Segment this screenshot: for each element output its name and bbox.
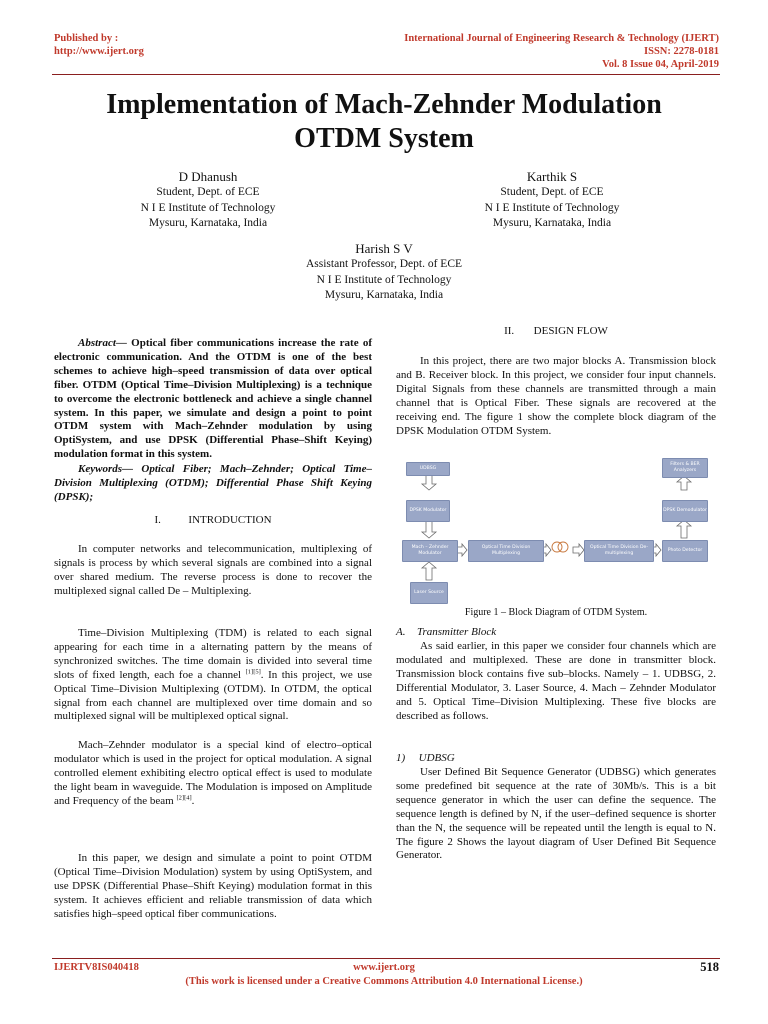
author-2	[432, 168, 672, 232]
author-institute: N I E Institute of Technology	[316, 273, 452, 286]
arrow-up-icon	[677, 476, 691, 490]
intro-paragraph-1	[54, 543, 372, 599]
footer-url[interactable]: www.ijert.org	[353, 962, 415, 973]
paragraph-text: As said earlier, in this paper we consider four channels which are modulated and multiplexed. These are done in transmitter block. Transmission block contains five sub–blocks. Namely – 1. UDBSG, 2. Differential Modulator, 3. Laser Source, 4. Mach – Zehnder Modulator and 5. Optical Time–Division Multiplexing. These five blocks are described as follows.	[396, 640, 716, 722]
section-number: II.	[504, 325, 515, 337]
otdm-demultiplexing-block: Optical Time Division De-multiplexing	[584, 540, 654, 562]
laser-source-block: Laser Source	[410, 582, 448, 604]
abstract-label: Abstract—	[78, 337, 127, 349]
section-heading-design-flow	[396, 325, 716, 339]
udbsg-block: UDBSG	[406, 462, 450, 476]
figure-caption: Figure 1 – Block Diagram of OTDM System.	[464, 607, 648, 618]
title-line-1: Implementation of Mach-Zehnder Modulation	[106, 89, 662, 120]
transmitter-paragraph	[396, 640, 716, 723]
author-location: Mysuru, Karnataka, India	[492, 217, 612, 229]
citation: [1][5]	[245, 668, 261, 676]
author-institute: N I E Institute of Technology	[140, 201, 276, 214]
header-rule	[52, 74, 720, 75]
arrow-down-icon	[422, 520, 436, 538]
photo-detector-block: Photo Detector	[662, 540, 708, 562]
paragraph-text: In computer networks and telecommunication, multiplexing of signals is process by which several signals are combined into a signal over shared medium. The reverse process is done to recover the multiplexed signal called De – Multiplexing.	[54, 543, 372, 597]
author-location: Mysuru, Karnataka, India	[324, 289, 444, 301]
license-note: (This work is licensed under a Creative Commons Attribution 4.0 International License.)	[185, 976, 583, 987]
intro-paragraph-2	[54, 627, 372, 724]
paragraph-text: Time–Division Multiplexing (TDM) is related to each signal appearing for each time in a alternating pattern by the means of synchronized switches. The time domain is divided into several time slots of fixed length, each foe a channel	[54, 627, 372, 681]
filters-ber-analyzers-block: Filters & BER Analyzers	[662, 458, 708, 478]
author-1	[88, 168, 328, 232]
intro-paragraph-4	[54, 852, 372, 922]
arrow-right-icon	[573, 544, 584, 556]
subsection-title: Transmitter Block	[416, 626, 497, 638]
abstract	[54, 337, 372, 462]
header-left	[54, 32, 144, 58]
subsection-label: A.	[396, 626, 406, 638]
section-title: INTRODUCTION	[188, 514, 272, 526]
journal-name: International Journal of Engineering Research & Technology (IJERT)	[404, 33, 719, 44]
keywords	[54, 463, 372, 505]
page-number: 518	[700, 960, 719, 974]
issn: ISSN: 2278-0181	[644, 46, 719, 57]
author-role: Student, Dept. of ECE	[500, 186, 604, 198]
header-right	[404, 32, 719, 71]
paragraph-text: .	[191, 794, 195, 807]
keywords-label: Keywords—	[78, 463, 133, 475]
citation: [2][4]	[176, 793, 192, 801]
otdm-multiplexing-block: Optical Time Division Multiplexing	[468, 540, 544, 562]
paragraph-text: In this project, there are two major blocks A. Transmission block and B. Receiver block. In this project, we consider four input channels. Digital Signals from these channels are transmitted through a main channel that is Optical Fiber. These signals are recovered at the receiving end. The figure 1 show the complete block diagram of the DPSK Modulation OTDM System.	[396, 355, 716, 437]
author-institute: N I E Institute of Technology	[484, 201, 620, 214]
intro-paragraph-3	[54, 739, 372, 809]
publisher-url[interactable]: http://www.ijert.org	[54, 46, 144, 57]
author-role: Student, Dept. of ECE	[156, 186, 260, 198]
abstract-text: Optical fiber communications increase the rate of electronic communication. And the OTDM is one of the best schemes to achieve high–speed transmission of data over optical fiber. OTDM (Optical Time–Division Multiplexing) is a technique to overcome the electronic bottleneck and achieve a single channel system. In this paper, we simulate and design a point to point OTDM system with Mach–Zehnder modulation by using OptiSystem, and use DPSK (Differential Phase–Shift Keying) modulation format in this system.	[54, 337, 372, 461]
author-role: Assistant Professor, Dept. of ECE	[305, 258, 463, 270]
paragraph-text: . In this project, we use Optical Time–Division Multiplexing (OTDM). In OTDM, the optical signal from each channel are multiplexed over time domain and so multiplexed signal will be multiplexed optical signal.	[54, 668, 372, 723]
arrow-up-icon	[677, 520, 691, 538]
keywords-text: Optical Fiber; Mach–Zehnder; Optical Time–Division Multiplexing (OTDM); Differential Phase Shift Keying (DPSK);	[54, 463, 372, 503]
paragraph-text: User Defined Bit Sequence Generator (UDBSG) which generates some predefined bit sequence at the rate of 30Mb/s. This is a bit sequence generator in which the user can define the sequence. The sequence length is defined by N, if the user–defined sequence is shorter than the N, the sequence will be repeated until the length is equal to N. The figure 2 Shows the layout diagram of User Defined Bit Sequence Generator.	[396, 766, 716, 862]
paragraph-text: In this paper, we design and simulate a point to point OTDM (Optical Time–Division Modulation) system by using OptiSystem, and use DPSK (Differential Phase–Shift Keying) modulation format in this system. It achieves efficient and reliable transmission of data which satisfies high–speed optical fiber communications.	[54, 852, 372, 920]
paper-title	[40, 88, 728, 156]
volume-issue: Vol. 8 Issue 04, April-2019	[602, 59, 719, 70]
title-line-2: OTDM System	[294, 123, 474, 154]
author-3	[264, 240, 504, 304]
footer-rule	[52, 958, 720, 959]
mach-zehnder-modulator-block: Mach – Zehnder Modulator	[402, 540, 458, 562]
block-diagram	[396, 454, 716, 604]
author-name: Karthik S	[526, 169, 578, 184]
subsection-title: UDBSG	[418, 752, 455, 764]
author-name: Harish S V	[355, 241, 413, 256]
optical-fiber-icon	[552, 542, 568, 552]
subsection-heading-transmitter	[396, 626, 716, 640]
paragraph-text: Mach–Zehnder modulator is a special kind of electro–optical modulator which is used in the project for optical modulation. A signal controlled element exhibiting electro optical effect is used to modulate the light beam in waveguide. The Modulation is imposed on Amplitude and Frequency of the beam	[54, 739, 372, 807]
subsection-heading-udbsg	[396, 752, 716, 766]
section-title: DESIGN FLOW	[533, 325, 608, 337]
design-paragraph-1	[396, 355, 716, 438]
publisher-label: Published by :	[54, 33, 119, 44]
paper-id: IJERTV8IS040418	[54, 962, 139, 973]
dpsk-demodulator-block: DPSK Demodulator	[662, 500, 708, 522]
dpsk-modulator-block: DPSK Modulator	[406, 500, 450, 522]
section-heading-introduction	[54, 514, 372, 528]
section-number: I.	[154, 514, 161, 526]
udbsg-paragraph	[396, 766, 716, 863]
arrow-up-icon	[422, 562, 436, 580]
author-name: D Dhanush	[178, 169, 238, 184]
subsection-label: 1)	[396, 752, 406, 764]
author-location: Mysuru, Karnataka, India	[148, 217, 268, 229]
